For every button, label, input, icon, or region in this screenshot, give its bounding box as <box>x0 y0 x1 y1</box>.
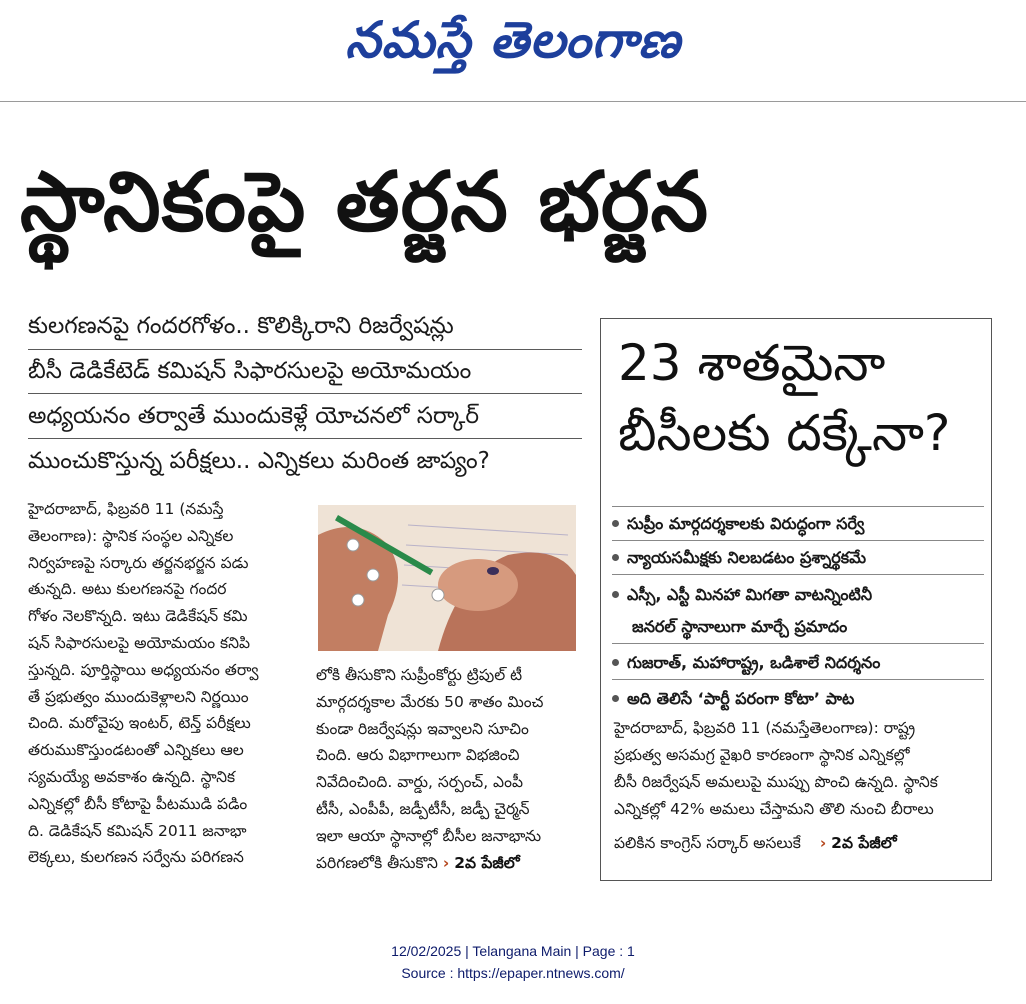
article-column-2 <box>316 662 592 876</box>
sidebar-body-line: బీసీ రిజర్వేషన్ అమలుపై ముప్పు పొంచి ఉన్నది. స్థానిక <box>614 773 938 791</box>
bullet-icon <box>612 591 619 598</box>
bullet-divider <box>612 574 984 575</box>
article-line: స్యమయ్యే అవకాశం ఉన్నది. స్థానిక <box>28 767 236 786</box>
footer-edition-info: 12/02/2025 | Telangana Main | Page : 1 <box>391 943 635 959</box>
deck-line-3: అధ్యయనం తర్వాతే ముందుకెళ్లే యోచనలో సర్కార్ <box>28 403 480 429</box>
bullet-icon <box>612 520 619 527</box>
continued-on-page-link[interactable]: 2వ పేజీలో <box>831 834 897 852</box>
bullet-text: అది తెలిసే ‘పార్టీ పరంగా కోటా’ పాట <box>627 689 855 708</box>
photo-illustration <box>318 505 576 651</box>
article-line: నిర్వహణపై సర్కారు తర్జనభర్జన పడు <box>28 553 249 572</box>
article-line: లోకి తీసుకొని సుప్రీంకోర్టు ట్రిపుల్ టీ <box>316 666 523 684</box>
article-line-text: పరిగణలోకి తీసుకొని <box>316 853 438 872</box>
bullet-text: ఎస్సీ, ఎస్టీ మినహా మిగతా వాటన్నింటినీ <box>627 585 873 604</box>
masthead-logo: నమస్తే తెలంగాణ <box>345 11 681 69</box>
article-line: తే ప్రభుత్వం ముందుకెళ్లాలని నిర్ణయిం <box>28 687 249 706</box>
sidebar-bullet-5 <box>612 686 986 711</box>
bullet-text: న్యాయసమీక్షకు నిలబడటం ప్రశ్నార్థకమే <box>627 548 867 567</box>
sidebar-bullet-1 <box>612 511 986 536</box>
article-column-1 <box>28 496 293 871</box>
bullet-icon <box>612 695 619 702</box>
article-line: స్తున్నది. పూర్తిస్థాయి అధ్యయనం తర్వా <box>28 660 259 679</box>
masthead-divider <box>0 101 1026 102</box>
deck-line-4: ముంచుకొస్తున్న పరీక్షలు.. ఎన్నికలు మరింత జాప్యం? <box>28 448 490 474</box>
headline: స్థానికంపై తర్జన భర్జన <box>20 155 710 250</box>
article-line: మార్గదర్శకాల మేరకు 50 శాతం మించ <box>316 692 544 711</box>
deck-divider <box>28 393 582 394</box>
article-line: గోళం నెలకొన్నది. ఇటు డెడికేషన్ కమి <box>28 607 248 626</box>
sidebar-title-line-2: బీసీలకు దక్కేనా? <box>618 404 951 462</box>
sidebar-body-line: ఎన్నికల్లో 42% అమలు చేస్తామని తొలి నుంచి బీరాలు <box>614 800 934 818</box>
article-line: షన్ సిఫారసులపై అయోమయం కనిపి <box>28 633 251 652</box>
article-line: తరుముకొస్తుండటంతో ఎన్నికలు ఆల <box>28 741 244 760</box>
article-line: హైదరాబాద్, ఫిబ్రవరి 11 (నమస్తే <box>28 500 224 518</box>
article-line: తెలంగాణ): స్థానిక సంస్థల ఎన్నికల <box>28 526 234 545</box>
article-line: ఎన్నికల్లో బీసీ కోటాపై పీటముడి పడిం <box>28 794 248 813</box>
sidebar-title-line-1: 23 శాతమైనా <box>618 334 886 392</box>
deck-line-2: బీసీ డెడికేటెడ్ కమిషన్ సిఫారసులపై అయోమయం <box>28 358 472 384</box>
sidebar-bullet-3-cont: జనరల్ స్థానాలుగా మార్చే ప్రమాదం <box>632 617 848 636</box>
bullet-divider <box>612 679 984 680</box>
continued-on-page-link[interactable]: 2వ పేజీలో <box>454 853 520 872</box>
article-line: ది. డెడికేషన్ కమిషన్ 2011 జనాభా <box>28 821 247 840</box>
footer-source-link[interactable]: Source : https://epaper.ntnews.com/ <box>401 965 625 981</box>
article-line: ఇలా ఆయా స్థానాల్లో బీసీల జనాభాను <box>316 826 542 845</box>
bullet-divider <box>612 506 984 507</box>
article-line: చింది. మరోవైపు ఇంటర్, టెన్త్ పరీక్షలు <box>28 714 251 733</box>
sidebar-body-line: హైదరాబాద్, ఫిబ్రవరి 11 (నమస్తేతెలంగాణ): రాష్ట్ర <box>614 719 916 737</box>
sidebar-bullet-2 <box>612 545 986 570</box>
bullet-icon <box>612 554 619 561</box>
continue-arrow-icon: › <box>442 853 450 872</box>
sidebar-bullet-3 <box>612 582 986 607</box>
deck-divider <box>28 438 582 439</box>
sidebar-bullet-4 <box>612 650 986 675</box>
article-line: తున్నది. అటు కులగణనపై గందర <box>28 580 227 599</box>
article-line: చింది. ఆరు విభాగాలుగా విభజించి <box>316 746 520 765</box>
article-line: లెక్కలు, కులగణన సర్వేను పరిగణన <box>28 848 244 867</box>
article-line: నివేదించింది. వార్డు, సర్పంచ్, ఎంపీ <box>316 773 523 792</box>
article-line: టీసీ, ఎంపీపీ, జడ్పీటీసీ, జడ్పీ చైర్మన్ <box>316 799 530 818</box>
article-line: కుండా రిజర్వేషన్లు ఇవ్వాలని సూచిం <box>316 719 529 738</box>
sidebar-body-text: పలికిన కాంగ్రెస్ సర్కార్ అసలుకే <box>614 834 801 852</box>
deck-divider <box>28 349 582 350</box>
continue-arrow-icon: › <box>819 834 827 852</box>
bullet-icon <box>612 659 619 666</box>
voting-ink-photo <box>318 505 576 651</box>
deck-line-1: కులగణనపై గందరగోళం.. కొలిక్కిరాని రిజర్వేషన్లు <box>28 313 454 339</box>
bullet-divider <box>612 643 984 644</box>
sidebar-body-line: ప్రభుత్వ అసమగ్ర వైఖరి కారణంగా స్థానిక ఎన్నికల్లో <box>614 746 910 764</box>
bullet-divider <box>612 540 984 541</box>
bullet-text: సుప్రీం మార్గదర్శకాలకు విరుద్ధంగా సర్వే <box>627 514 865 533</box>
sidebar-body-line-last <box>614 830 897 857</box>
bullet-text: గుజరాత్, మహారాష్ట్ర, ఒడిశాలే నిదర్శనం <box>627 653 881 672</box>
article-line <box>316 850 592 877</box>
sidebar-title <box>618 328 978 468</box>
